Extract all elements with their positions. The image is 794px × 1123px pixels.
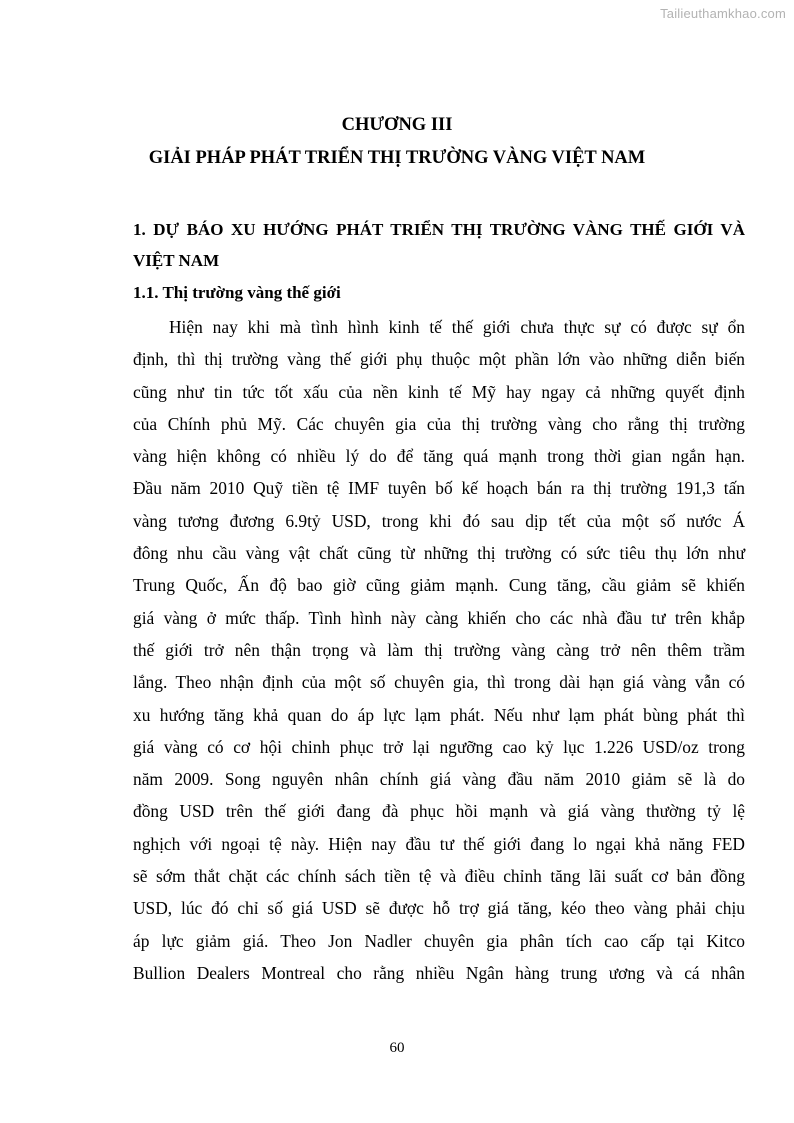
paragraph-line: nghịch với ngoại tệ này. Hiện nay đầu tư thế giới đang lo ngại khả năng FED	[133, 833, 745, 854]
paragraph-line: đông nhu cầu vàng vật chất cũng từ những thị trường có sức tiêu thụ lớn như	[133, 543, 745, 564]
paragraph-line: vàng hiện không có nhiều lý do để tăng quá mạnh trong thời gian ngắn hạn.	[133, 446, 745, 467]
paragraph-line: vàng tương đương 6.9tỷ USD, trong khi đó sau dịp tết của một số nước Á	[133, 510, 745, 531]
paragraph-line: USD, lúc đó chỉ số giá USD sẽ được hỗ trợ giá tăng, kéo theo vàng phải chịu	[133, 898, 745, 919]
page-number: 60	[389, 1040, 405, 1056]
watermark-text: Tailieuthamkhao.com	[660, 6, 786, 21]
paragraph-line: giá vàng ở mức thấp. Tình hình này càng khiến cho các nhà đầu tư trên khắp	[133, 607, 745, 628]
paragraph-line: Bullion Dealers Montreal cho rằng nhiều Ngân hàng trung ương và cá nhân	[133, 962, 745, 983]
paragraph-line: xu hướng tăng khả quan do áp lực lạm phát. Nếu như lạm phát bùng phát thì	[133, 704, 745, 725]
section-heading: 1. DỰ BÁO XU HƯỚNG PHÁT TRIỂN THỊ TRƯỜNG VÀNG THẾ GIỚI VÀ VIỆT NAM	[133, 220, 745, 270]
chapter-title: GIẢI PHÁP PHÁT TRIỂN THỊ TRƯỜNG VÀNG VIỆT NAM	[148, 148, 646, 168]
chapter-number: CHƯƠNG III	[341, 115, 453, 135]
paragraph-line: Trung Quốc, Ấn độ bao giờ cũng giảm mạnh. Cung tăng, cầu giảm sẽ khiến	[133, 575, 745, 596]
paragraph-line: lắng. Theo nhận định của một số chuyên gia, thì trong dài hạn giá vàng vẫn có	[133, 672, 745, 693]
paragraph-line: thế giới trở nên thận trọng và làm thị trường vàng càng trở nên thêm trầm	[133, 639, 745, 660]
paragraph-line: đồng USD trên thế giới đang đà phục hồi mạnh và giá vàng thường tỷ lệ	[133, 801, 745, 822]
paragraph-line: áp lực giảm giá. Theo Jon Nadler chuyên gia phân tích cao cấp tại Kitco	[133, 930, 745, 951]
paragraph-line: của Chính phủ Mỹ. Các chuyên gia của thị trường vàng cho rằng thị trường	[133, 413, 745, 434]
paragraph-line: sẽ sớm thắt chặt các chính sách tiền tệ và điều chỉnh tăng lãi suất cơ bản đồng	[133, 866, 745, 887]
paragraph-line: năm 2009. Song nguyên nhân chính giá vàng đầu năm 2010 giảm sẽ là do	[133, 769, 745, 790]
paragraph-line: giá vàng có cơ hội chinh phục trở lại ngưỡng cao kỷ lục 1.226 USD/oz trong	[133, 736, 745, 757]
paragraph-line: Hiện nay khi mà tình hình kinh tế thế giới chưa thực sự có được sự ổn	[169, 317, 745, 337]
paragraph-line: cũng như tin tức tốt xấu của nền kinh tế Mỹ hay ngay cả những quyết định	[133, 381, 745, 402]
paragraph-line: Đầu năm 2010 Quỹ tiền tệ IMF tuyên bố kế hoạch bán ra thị trường 191,3 tấn	[133, 478, 745, 499]
paragraph-line: định, thì thị trường vàng thế giới phụ thuộc một phần lớn vào những diễn biến	[133, 349, 745, 370]
body-paragraph	[133, 311, 745, 989]
subsection-heading: 1.1. Thị trường vàng thế giới	[133, 283, 341, 302]
